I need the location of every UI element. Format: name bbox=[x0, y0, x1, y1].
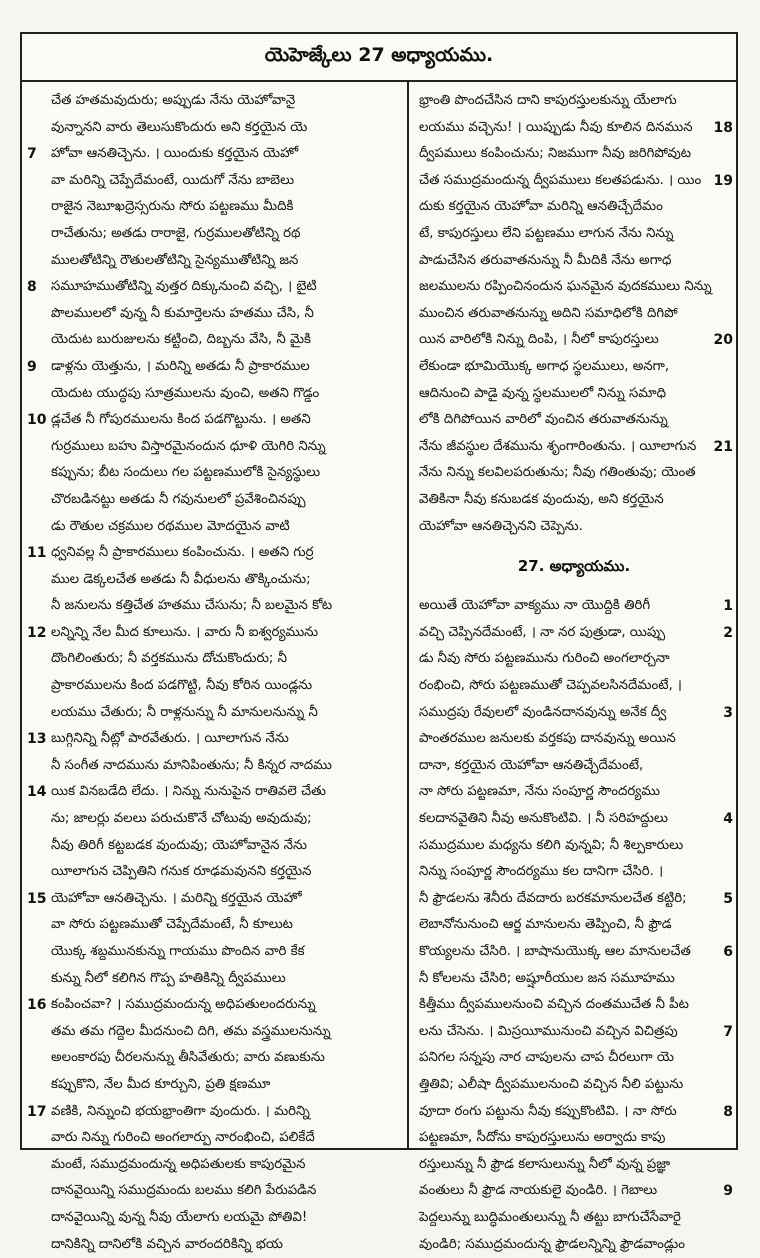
verse-number: 15 bbox=[27, 890, 47, 907]
verse-number: 9 bbox=[27, 358, 37, 375]
text-line bbox=[27, 567, 402, 594]
line-text: చొరబడినట్టు అతడు నీ గవునులలో ప్రవేశించినప్పు bbox=[51, 491, 306, 507]
text-line bbox=[27, 221, 402, 248]
line-text: ములతోటిన్ని రౌతులతోటిన్ని సైన్యముతోటిన్ని జన bbox=[51, 252, 299, 268]
text-line bbox=[415, 1019, 733, 1046]
right-column-lower-text bbox=[415, 593, 733, 1258]
line-text: పాడుచేసిన తరువాతనున్ను నీ మీదికి నేను అగాధ bbox=[419, 252, 672, 268]
text-line bbox=[27, 88, 402, 115]
text-line bbox=[27, 912, 402, 939]
line-text: సముద్రముల మధ్యను కలిగి వున్నవి; నీ శిల్పకారులు bbox=[419, 837, 684, 853]
text-line bbox=[415, 753, 733, 780]
text-line bbox=[27, 327, 402, 354]
text-line bbox=[415, 88, 733, 115]
text-line bbox=[415, 194, 733, 221]
line-text: ప్రాకారములను కింద పడగొట్టి, నీవు కోరిన యిండ్లను bbox=[51, 678, 313, 694]
line-text: దొంగిలింతురు; నీ వర్తకమును దోచుకొందురు; నీ bbox=[51, 651, 287, 667]
line-text: వణికి, నిన్నుంచి భయభ్రాంతిగా వుందురు. । మరిన్ని bbox=[51, 1103, 310, 1119]
verse-number: 7 bbox=[27, 146, 37, 163]
line-text: గుర్రములు బహు విస్తారమైనందున ధూళి యెగిరి నిన్ను bbox=[51, 438, 326, 454]
line-text: డు నీవు సోరు పట్టణమును గురించి అంగలార్చనా bbox=[419, 651, 670, 667]
text-line bbox=[415, 700, 733, 727]
verse-number: 2 bbox=[723, 624, 733, 641]
verse-number: 21 bbox=[713, 438, 733, 455]
line-text: వా మరిన్ని చెప్పేదేమంటే, యిదుగో నేను బాబెలు bbox=[51, 172, 295, 188]
text-line bbox=[27, 886, 402, 913]
text-line bbox=[415, 514, 733, 541]
text-line bbox=[27, 115, 402, 142]
line-text: రస్తులున్ను నీ ఫ్రౌడ కలాసులున్ను నీలో వున్న ప్రజ్ఞా bbox=[419, 1156, 671, 1172]
line-text: పెద్దలున్ను బుద్ధిమంతులున్ను నీ తట్టు బాగుచేసేవారై bbox=[419, 1209, 681, 1225]
line-text: దుకు కర్తయైన యెహోవా మరిన్ని ఆనతిచ్చేదేమం bbox=[419, 199, 663, 215]
text-line bbox=[27, 753, 402, 780]
text-line bbox=[415, 1045, 733, 1072]
text-line bbox=[27, 1045, 402, 1072]
text-line bbox=[415, 407, 733, 434]
line-text: కప్పును; బీట సందులు గల పట్టణములోకి సైన్యస్థులు bbox=[51, 465, 321, 481]
line-text: లన్నిన్ని నేల మీద కూలును. । వారు నీ ఐశ్వర్యమును bbox=[51, 624, 319, 640]
verse-number: 14 bbox=[27, 784, 47, 801]
line-text: కంపించవా? । సముద్రమందున్న అధిపతులందరున్ను bbox=[51, 997, 316, 1013]
verse-number: 18 bbox=[713, 119, 733, 136]
verse-number: 6 bbox=[723, 944, 733, 960]
verse-number: 13 bbox=[27, 731, 47, 748]
right-column-upper-text bbox=[415, 88, 733, 540]
text-line bbox=[27, 168, 402, 195]
text-line bbox=[415, 1205, 733, 1232]
right-column bbox=[415, 88, 733, 1258]
page-header bbox=[22, 34, 736, 82]
text-line bbox=[27, 859, 402, 886]
page-title: యెహెజ్కేలు 27 అధ్యాయము. bbox=[264, 43, 494, 66]
verse-number: 20 bbox=[713, 332, 733, 349]
verse-number: 7 bbox=[723, 1023, 733, 1040]
text-line bbox=[415, 726, 733, 753]
text-line bbox=[27, 540, 402, 567]
line-text: దానా, కర్తయైన యెహోవా ఆనతిచ్చేదేమంటే, bbox=[419, 757, 644, 773]
text-line bbox=[27, 301, 402, 328]
text-line bbox=[415, 274, 733, 301]
line-text: డాళ్లను యెత్తును, । మరిన్ని అతడు నీ ప్రాకారముల bbox=[51, 358, 310, 374]
left-column bbox=[27, 88, 402, 1258]
line-text: పట్టణమా, సీదోను కాపురస్తులును అర్వాదు కాపు bbox=[419, 1130, 666, 1146]
line-text: హోవా ఆనతిచ్చెను. । యిందుకు కర్తయైన యెహో bbox=[51, 146, 299, 162]
line-text: ముల డెక్కలచేత అతడు నీ వీధులను తొక్కించును; bbox=[51, 571, 311, 587]
line-text: వూదా రంగు పట్టును నీవు కప్పుకొంటివి. । నా సోరు bbox=[419, 1103, 677, 1119]
verse-number: 10 bbox=[27, 412, 47, 429]
text-line bbox=[415, 434, 733, 461]
line-text: యెదుట యుద్ధపు సూత్రములను వుంచి, అతని గొడ్డం bbox=[51, 385, 320, 401]
text-line bbox=[27, 487, 402, 514]
line-text: నా సోరు పట్టణమా, నేను సంపూర్ణ సౌందర్యము bbox=[419, 784, 661, 800]
line-text: వెతికినా నీవు కనుబడక వుందువు, అని కర్తయైన bbox=[419, 491, 664, 507]
text-line bbox=[27, 354, 402, 381]
text-line bbox=[415, 833, 733, 860]
text-line bbox=[415, 327, 733, 354]
line-text: కొయ్యలను చేసిరి. । బాషానుయొక్క ఆల మానులచేత bbox=[419, 944, 691, 959]
line-text: పనిగల సన్నపు నార చాపులను చాప చీరలుగా యె bbox=[419, 1050, 674, 1066]
line-text: డు రౌతుల చక్రముల రథముల మోదయైన వాటి bbox=[51, 518, 290, 534]
verse-number: 17 bbox=[27, 1103, 47, 1120]
column-divider bbox=[407, 80, 409, 1148]
line-text: యెహోవా ఆనతిచ్చెను. । మరిన్ని కర్తయైన యెహో bbox=[51, 890, 302, 906]
line-text: పాంతరముల జనులకు వర్తకపు దానవున్ను అయిన bbox=[419, 731, 676, 747]
line-text: సముద్రపు రేవులలో వుండినదానవున్ను అనేక ద్వీ bbox=[419, 704, 667, 720]
text-line bbox=[27, 248, 402, 275]
text-line bbox=[415, 912, 733, 939]
line-text: చేత సముద్రమందున్న ద్వీపములు కలతపడును. । యిం bbox=[419, 172, 702, 188]
text-line bbox=[415, 1152, 733, 1179]
text-line bbox=[415, 806, 733, 833]
text-line bbox=[27, 194, 402, 221]
line-text: యెహోవా ఆనతిచ్చెనని చెప్పెను. bbox=[419, 518, 583, 534]
text-line bbox=[27, 939, 402, 966]
text-line bbox=[27, 806, 402, 833]
line-text: కిత్తీము ద్వీపములనుంచి వచ్చిన దంతముచేత నీ పీట bbox=[419, 997, 689, 1013]
text-line bbox=[415, 1178, 733, 1205]
line-text: దానికిన్ని దానిలోకి వచ్చిన వారందరికిన్ని భయ bbox=[51, 1236, 283, 1252]
line-text: దానవైయిన్ని వున్న నీవు యేలాగు లయమై పోతివి! bbox=[51, 1209, 308, 1225]
verse-number: 9 bbox=[723, 1183, 733, 1200]
text-line bbox=[415, 168, 733, 195]
text-line bbox=[415, 487, 733, 514]
text-line bbox=[415, 1099, 733, 1126]
line-text: నేను నిన్ను కలవిలపరుతును; నీవు గతింతువు; యెంత bbox=[419, 465, 696, 481]
line-text: రాజైన నెబూఖద్రెస్సరును సోరు పట్టణము మీదికి bbox=[51, 199, 294, 215]
text-line bbox=[27, 992, 402, 1019]
line-text: కలదానవైతిని నీవు అనుకొంటివి. । నీ సరిహద్దులు bbox=[419, 811, 669, 827]
line-text: తమ తమ గద్దెల మీదనుంచి దిగి, తమ వస్త్రములనున్ను bbox=[51, 1023, 331, 1039]
text-line bbox=[27, 966, 402, 993]
text-line bbox=[27, 779, 402, 806]
text-line bbox=[27, 1232, 402, 1258]
text-line bbox=[27, 1125, 402, 1152]
line-text: సమూహముతోటిన్ని వుత్తర దిక్కునుంచి వచ్చి, । బైటి bbox=[51, 279, 317, 295]
verse-number: 11 bbox=[27, 545, 47, 562]
text-line bbox=[415, 115, 733, 142]
verse-number: 4 bbox=[723, 811, 733, 828]
line-text: లేకుండా భూమియొక్క అగాధ స్థలములు, అనగా, bbox=[419, 358, 670, 374]
text-line bbox=[415, 301, 733, 328]
text-line bbox=[415, 381, 733, 408]
line-text: లయము వచ్చెను! । యిప్పుడు నీవు కూలిన దినమున bbox=[419, 119, 693, 135]
line-text: జలములను రప్పించినందున ఘనమైన వుదకములు నిన్ను bbox=[419, 279, 712, 295]
text-line bbox=[415, 673, 733, 700]
verse-number: 8 bbox=[27, 279, 37, 296]
text-line bbox=[415, 992, 733, 1019]
text-line bbox=[415, 141, 733, 168]
line-text: వున్నానని వారు తెలుసుకొందురు అని కర్తయైన యె bbox=[51, 119, 308, 135]
line-text: ద్వీపములు కంపించును; నిజముగా నీవు జరిగిపోవుట bbox=[419, 146, 692, 162]
line-text: వారు నిన్ను గురించి అంగలార్పు నారంభించి, పలికేదే bbox=[51, 1130, 315, 1146]
line-text: నీ జనులను కత్తిచేత హతము చేసును; నీ బలమైన కోట bbox=[51, 598, 333, 614]
line-text: లోకి దిగిపోయిన వారిలో వుంచిన తరువాతనున్ను bbox=[419, 412, 668, 428]
text-line bbox=[415, 460, 733, 487]
text-line bbox=[27, 726, 402, 753]
scripture-page bbox=[20, 32, 738, 1252]
line-text: రాచేతును; అతడు రారాజై, గుర్రములతోటిన్ని రథ bbox=[51, 225, 301, 241]
verse-number: 16 bbox=[27, 997, 47, 1014]
text-line bbox=[27, 514, 402, 541]
line-text: లయము చేతురు; నీ రాళ్లనున్ను నీ మానులనున్ను నీ bbox=[51, 704, 318, 720]
text-line bbox=[415, 354, 733, 381]
text-line bbox=[415, 248, 733, 275]
line-text: మంటే, సముద్రమందున్న అధిపతులకు కాపురమైన bbox=[51, 1156, 306, 1172]
line-text: యీలాగున చెప్పితిని గనుక రూఢమవునని కర్తయైన bbox=[51, 864, 312, 880]
text-line bbox=[415, 221, 733, 248]
text-line bbox=[27, 1178, 402, 1205]
line-text: లను చేసెను. । మిస్రయీమునుంచి వచ్చిన విచిత్రపు bbox=[419, 1023, 678, 1039]
line-text: వుండిరి; సముద్రమందున్న ఫ్రౌడలన్నిన్ని ఫ్రౌడవాండ్లుం bbox=[419, 1236, 685, 1252]
line-text: అలంకారపు చీరలనున్ను తీసివేతురు; వారు వణుకును bbox=[51, 1050, 325, 1066]
text-line bbox=[27, 646, 402, 673]
text-line bbox=[27, 593, 402, 620]
line-text: డ్లచేత నీ గోపురములను కింద పడగొట్టును. । అతని bbox=[51, 412, 311, 428]
text-line bbox=[415, 1125, 733, 1152]
line-text: దానవైయిన్ని సముద్రమందు బలము కలిగి పేరుపడిన bbox=[51, 1183, 317, 1199]
line-text: వంతులు నీ ఫ్రౌడ నాయకులై వుండిరి. । గెబాలు bbox=[419, 1183, 658, 1199]
line-text: వచ్చి చెప్పినదేమంటే, । నా నర పుత్రుడా, యిప్పు bbox=[419, 624, 666, 640]
line-text: నీ ఫ్రౌడలను శెనీరు దేవదారు బరకమానులచేత కట్టిరి; bbox=[419, 890, 687, 906]
text-line bbox=[27, 141, 402, 168]
text-line bbox=[27, 1072, 402, 1099]
line-text: భ్రాంతి పొందచేసిన దాని కాపురస్తులకున్ను యేలాగు bbox=[419, 93, 677, 108]
text-line bbox=[27, 700, 402, 727]
text-line bbox=[415, 620, 733, 647]
line-text: యొక్క శబ్దమునకున్ను గాయము పొందిన వారి కేక bbox=[51, 944, 305, 959]
line-text: యెదుట బురుజులను కట్టించి, దిబ్బను వేసి, నీ మైకి bbox=[51, 332, 311, 348]
line-text: అయితే యెహోవా వాక్యము నా యొద్దికి తిరిగీ bbox=[419, 598, 651, 614]
text-line bbox=[415, 859, 733, 886]
text-line bbox=[415, 1232, 733, 1258]
text-line bbox=[27, 434, 402, 461]
text-line bbox=[415, 939, 733, 966]
line-text: కున్ను నీలో కలిగిన గొప్ప హతికిన్ని ద్వీపములు bbox=[51, 970, 286, 986]
text-line bbox=[415, 886, 733, 913]
chapter-heading: 27. అధ్యాయము. bbox=[517, 557, 631, 576]
text-line bbox=[27, 833, 402, 860]
verse-number: 1 bbox=[723, 598, 733, 615]
text-line bbox=[27, 673, 402, 700]
text-line bbox=[415, 593, 733, 620]
text-line bbox=[27, 1205, 402, 1232]
verse-number: 19 bbox=[713, 172, 733, 189]
text-line bbox=[415, 966, 733, 993]
line-text: పొలములలో వున్న నీ కుమార్తెలను హతము చేసి, నీ bbox=[51, 305, 314, 321]
line-text: ముంచిన తరువాతనున్ను అదిని సమాధిలోకి దిగిపో bbox=[419, 305, 678, 321]
verse-number: 8 bbox=[723, 1103, 733, 1120]
line-text: నీ కోలలను చేసిరి; అష్షూరీయుల జన సమూహము bbox=[419, 970, 675, 986]
line-text: ను; జాలర్లు వలలు పరుచుకొనే చోటువు అవుదువు; bbox=[51, 811, 312, 827]
verse-number: 12 bbox=[27, 624, 47, 641]
line-text: వా సోరు పట్టణముతో చెప్పేదేమంటే, నీ కూలుట bbox=[51, 917, 293, 933]
line-text: లెబానోనునుంచి ఆర్జ మానులను తెప్పించి, నీ ఫ్రౌడ bbox=[419, 917, 672, 933]
text-line bbox=[415, 1072, 733, 1099]
text-line bbox=[415, 646, 733, 673]
line-text: టే, కాపురస్తులు లేని పట్టణము లాగున నేను నిన్ను bbox=[419, 225, 674, 241]
line-text: యిక వినబడేది లేదు. । నిన్ను నునుపైన రాతివలె చేతు bbox=[51, 784, 327, 800]
text-line bbox=[27, 407, 402, 434]
line-text: నీ సంగీత నాదమును మానిపింతును; నీ కిన్నర నాదము bbox=[51, 757, 332, 773]
line-text: ఆదినుంచి పాడై వున్న స్థలములలో నిన్ను సమాధి bbox=[419, 385, 666, 401]
line-text: కప్పుకొని, నేల మీద కూర్చుని, ప్రతి క్షణమూ bbox=[51, 1076, 271, 1092]
text-line bbox=[27, 274, 402, 301]
line-text: బుగ్గినిన్ని నీట్లో పారవేతురు. । యీలాగున నేను bbox=[51, 731, 289, 747]
line-text: యిన వారిలోకి నిన్ను దింపి, । నీలో కాపురస్తులు bbox=[419, 332, 659, 348]
text-line bbox=[27, 381, 402, 408]
text-line bbox=[27, 460, 402, 487]
line-text: నిన్ను సంపూర్ణ సౌందర్యము కల దానిగా చేసిరి. । bbox=[419, 864, 664, 880]
line-text: రంభించి, సోరు పట్టణముతో చెప్పవలసినదేమంటే, । bbox=[419, 678, 682, 694]
verse-number: 3 bbox=[723, 704, 733, 721]
line-text: ధ్వనివల్ల నీ ప్రాకారములు కంపించును. । అతని గుర్ర bbox=[51, 545, 314, 561]
line-text: నీవు తిరిగీ కట్టబడక వుందువు; యెహోవానైన నేను bbox=[51, 837, 307, 853]
text-line bbox=[415, 779, 733, 806]
text-line bbox=[27, 620, 402, 647]
line-text: త్తితివి; ఎలీషా ద్వీపములనుంచి వచ్చిన నీలి పట్టును bbox=[419, 1076, 684, 1092]
text-line bbox=[27, 1019, 402, 1046]
text-line bbox=[27, 1152, 402, 1179]
text-line bbox=[27, 1099, 402, 1126]
line-text: చేత హతమవుదురు; అప్పుడు నేను యెహోవానై bbox=[51, 93, 296, 108]
line-text: నేను జీవస్థుల దేశమును శృంగారింతును. । యీలాగున bbox=[419, 438, 697, 454]
verse-number: 5 bbox=[723, 890, 733, 907]
